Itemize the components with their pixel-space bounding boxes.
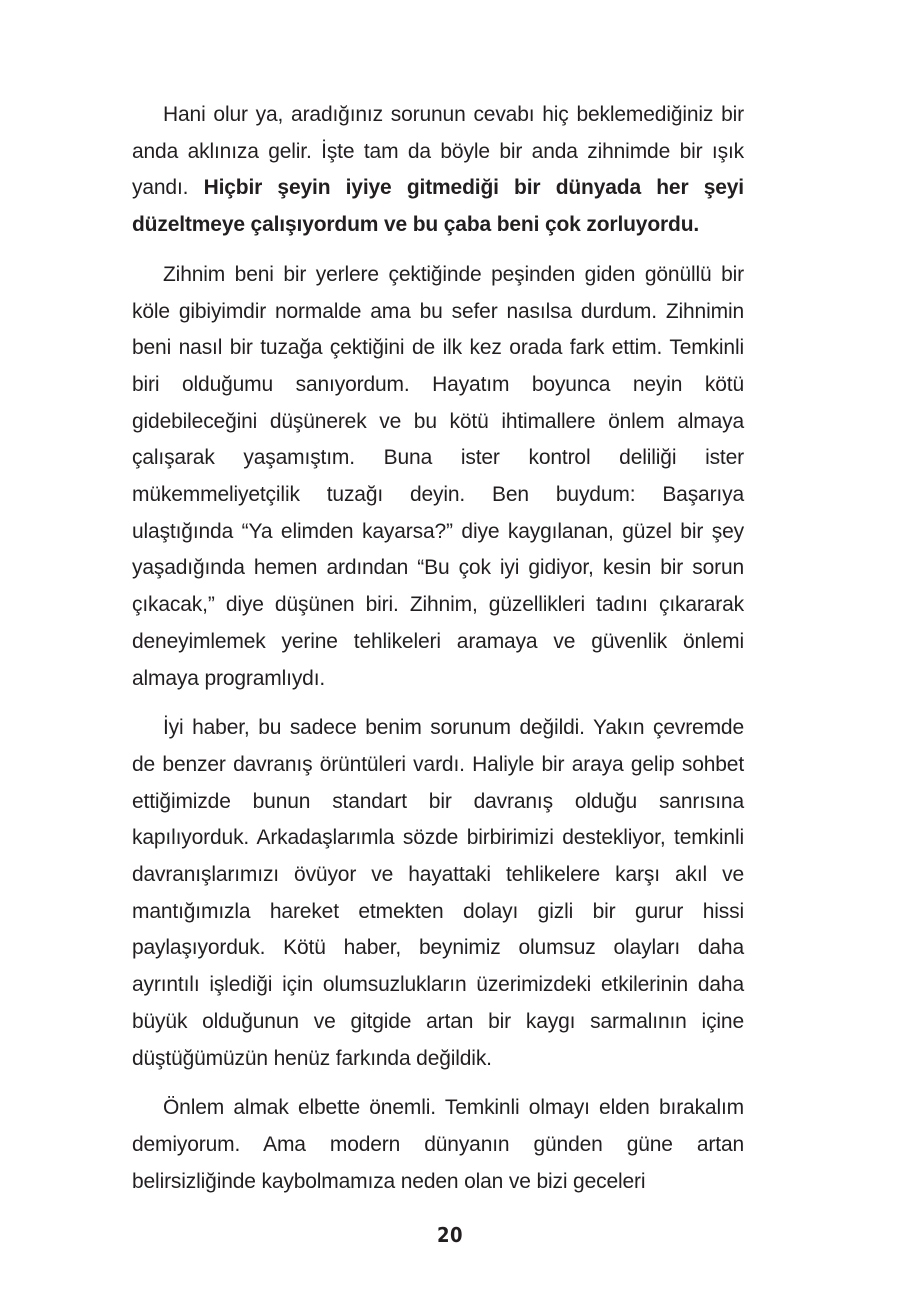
page-body	[132, 97, 744, 1213]
paragraph-4-text: Önlem almak elbette önemli. Temkinli olmayı elden bırakalım demiyorum. Ama modern dünyanın günden güne artan belirsizliğinde kaybolmamıza neden olan ve bizi geceleri	[132, 1096, 744, 1193]
paragraph-3-text: İyi haber, bu sadece benim sorunum değildi. Yakın çevremde de benzer davranış örüntüleri vardı. Haliyle bir araya gelip sohbet ettiğimizde bunun standart bir davranış olduğu sanrısına kapılıyorduk. Arkadaşlarımla sözde birbirimizi destekliyor, temkinli davranışlarımızı övüyor ve hayattaki tehlikelere karşı akıl ve mantığımızla hareket etmekten dolayı gizli bir gurur hissi paylaşıyorduk. Kötü haber, beynimiz olumsuz olayları daha ayrıntılı işlediği için olumsuzlukların üzerimizdeki etkilerinin daha büyük olduğunun ve gitgide artan bir kaygı sarmalının içine düştüğümüzün henüz farkında değildik.	[132, 716, 744, 1070]
paragraph-2-text: Zihnim beni bir yerlere çektiğinde peşinden giden gönüllü bir köle gibiyimdir normalde ama bu sefer nasılsa durdum. Zihnimin beni nasıl bir tuzağa çektiğini de ilk kez orada fark ettim. Temkinli biri olduğumu sanıyordum. Hayatım boyunca neyin kötü gidebileceğini düşünerek ve bu kötü ihtimallere önlem almaya çalışarak yaşamıştım. Buna ister kontrol deliliği ister mükemmeliyetçilik tuzağı deyin. Ben buydum: Başarıya ulaştığında “Ya elimden kayarsa?” diye kaygılanan, güzel bir şey yaşadığında hemen ardından “Bu çok iyi gidiyor, kesin bir sorun çıkacak,” diye düşünen biri. Zihnim, güzellikleri tadını çıkararak deneyimlemek yerine tehlikeleri aramaya ve güvenlik önlemi almaya programlıydı.	[132, 262, 744, 690]
paragraph-4	[132, 1090, 744, 1200]
paragraph-1-text: Hani olur ya, aradığınız sorunun cevabı hiç beklemediğiniz bir anda aklınıza gelir. İşte tam da böyle bir anda zihnimde bir ışık yandı.	[132, 103, 744, 200]
paragraph-2	[132, 257, 744, 697]
paragraph-1	[132, 97, 744, 244]
paragraph-1-bold-text: Hiçbir şeyin iyiye gitmediği bir dünyada her şeyi düzeltmeye çalışıyordum ve bu çaba beni çok zorluyordu.	[132, 176, 744, 237]
paragraph-3	[132, 710, 744, 1077]
page-number: 20	[436, 1223, 464, 1247]
